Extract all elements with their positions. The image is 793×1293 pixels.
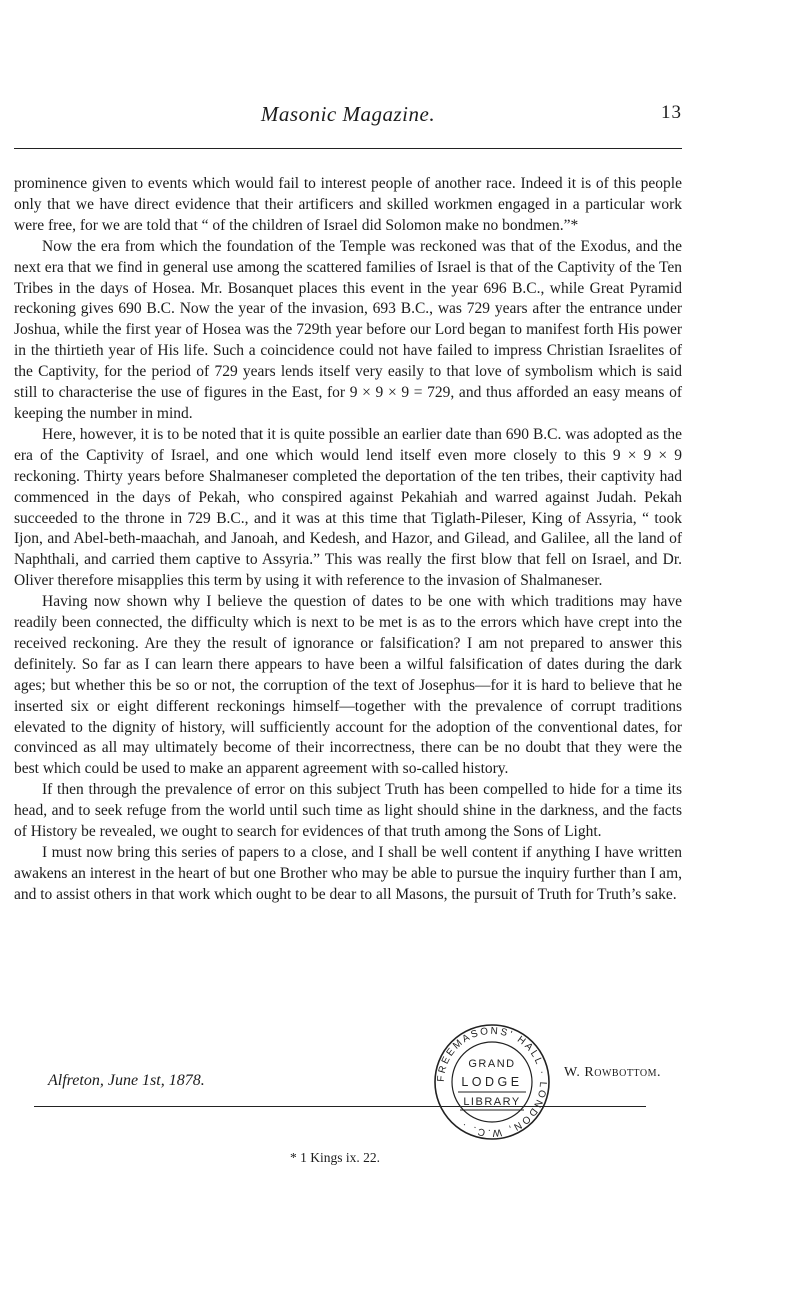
author-signature: W. Rowbottom. [564, 1065, 661, 1080]
dateline: Alfreton, June 1st, 1878. [48, 1072, 205, 1089]
running-title: Masonic Magazine. [260, 102, 436, 126]
paragraph: Here, however, it is to be noted that it is quite possible an earlier date than 690 B.C. was adopted as the era of the Captivity of Israel, and one which would lend itself even more closely to this 9 × 9 × 9 reckoning. Thirty years before Shalmaneser completed the deportation of the ten tribes, their captivity had commenced in the days of Pekah, who conspired against Pekahiah and warred against Judah. Pekah succeeded to the throne in 729 B.C., and it was at this time that Tiglath-Pileser, King of Assyria, “ took Ijon, and Abel-beth-maachah, and Janoah, and Kedesh, and Hazor, and Gilead, and Galilee, all the land of Naphthali, and carried them captive to Assyria.” This was really the first blow that fell on Israel, and Dr. Oliver therefore misapplies this term by using it with reference to the invasion of Shalmaneser. [14, 425, 682, 590]
signoff [14, 1062, 682, 1112]
paragraph: Having now shown why I believe the question of dates to be one with which traditions may have readily been connected, the difficulty which is next to be met is as to the errors which have crept into the received reckoning. Are they the result of ignorance or falsification? I am not prepared to answer this definitely. So far as I can learn there appears to have been a wilful falsification of dates during the dark ages; but whether this be so or not, the corruption of the text of Josephus—for it is hard to believe that he inserted six or eight different reckonings himself—together with the prevalence of corrupt traditions elevated to the dignity of history, will sufficiently account for the adoption of the conventional dates, for convinced as all may ultimately become of their incorrectness, there can be no doubt that they were the best which could be used to make an apparent agreement with so-called history. [14, 593, 682, 778]
stamp-line-grand: GRAND [468, 1058, 516, 1070]
running-header [14, 98, 682, 128]
paragraph: prominence given to events which would fail to interest people of another race. Indeed it is of this people only that we have direct evidence that their artificers and skilled workmen engaged in a particular work were free, for we are told that “ of the children of Israel did Solomon make no bondmen.”* [14, 175, 682, 234]
stamp-line-library: LIBRARY [463, 1096, 521, 1108]
stamp-line-lodge: LODGE [461, 1075, 523, 1089]
paragraph: I must now bring this series of papers to a close, and I shall be well content if anything I have written awakens an interest in the heart of but one Brother who may be able to pursue the inquiry further than I am, and to assist others in that work which ought to be dear to all Masons, the pursuit of Truth for Truth’s sake. [14, 844, 682, 903]
article-body [14, 174, 682, 906]
footnote: * 1 Kings ix. 22. [290, 1150, 381, 1165]
page-number: 13 [661, 102, 682, 123]
header-rule [14, 148, 682, 149]
footnote-rule [34, 1106, 646, 1107]
library-stamp [432, 1022, 552, 1142]
paragraph: Now the era from which the foundation of the Temple was reckoned was that of the Exodus, and the next era that we find in general use among the scattered families of Israel is that of the Captivity of the Ten Tribes in the days of Hosea. Mr. Bosanquet places this event in the year 696 B.C., while Great Pyramid reckoning gives 690 B.C. Now the year of the invasion, 693 B.C., was 729 years after the entrance under Joshua, while the first year of Hosea was the 729th year before our Lord began to manifest forth His power in the thirtieth year of His life. Such a coincidence could not have failed to impress Christian Israelites of the Captivity, for the period of 729 years lends itself very easily to that love of symbolism which is said still to characterise the use of figures in the East, for 9 × 9 × 9 = 729, and thus afforded an easy means of keeping the number in mind. [14, 237, 682, 422]
stamp-ring-text: FREEMASONS' HALL · LONDON, W.C. · [435, 1025, 549, 1139]
paragraph: If then through the prevalence of error on this subject Truth has been compelled to hide for a time its head, and to seek refuge from the world until such time as light should shine in the darkness, and the facts of History be revealed, we ought to search for evidences of that truth among the Sons of Light. [14, 781, 682, 841]
